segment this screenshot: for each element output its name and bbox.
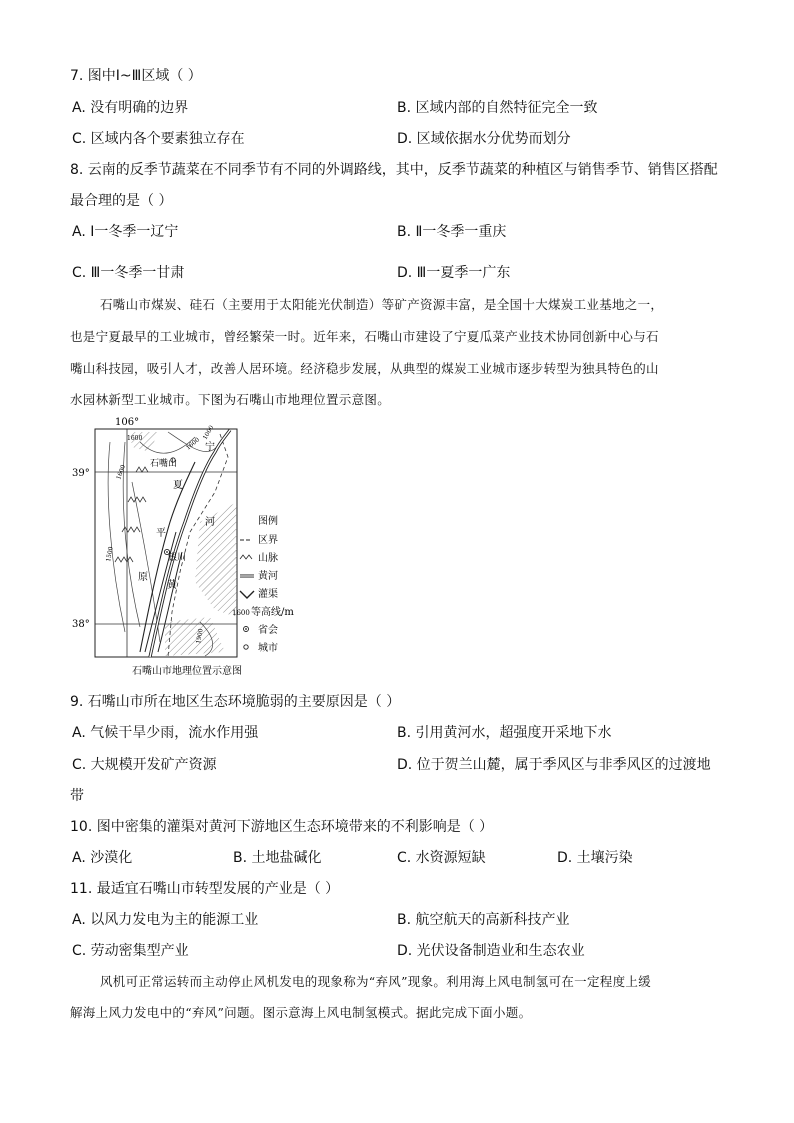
q11-option-b: B. 航空航天的高新科技产业 [397, 912, 570, 928]
legend-title: 图例 [258, 516, 278, 527]
q11-option-d: D. 光伏设备制造业和生态农业 [397, 943, 585, 959]
region-char-he: 河 [205, 517, 215, 528]
q7-option-c: C. 区域内各个要素独立存在 [72, 131, 245, 147]
lat-38-label: 38° [72, 619, 90, 630]
contour-label: 1500 [105, 546, 115, 563]
q7-option-b: B. 区域内部的自然特征完全一致 [397, 100, 598, 116]
q8-stem-line2: 最合理的是（ ） [70, 193, 173, 209]
q8-option-c: C. Ⅲ一冬季一甘肃 [72, 265, 185, 281]
q11-option-a: A. 以风力发电为主的能源工业 [72, 912, 259, 928]
q8-option-d: D. Ⅲ一夏季一广东 [397, 265, 511, 281]
legend-canal: 灌渠 [258, 589, 278, 600]
q7-option-d: D. 区域依据水分优势而划分 [397, 131, 571, 147]
contour-label: 1900 [195, 628, 205, 645]
map-caption: 石嘴山市地理位置示意图 [132, 666, 242, 677]
region-char-xia: 夏 [173, 480, 183, 491]
q8-stem-line1: 8. 云南的反季节蔬菜在不同季节有不同的外调路线，其中，反季节蔬菜的种植区与销售季节、销售区搭配 [70, 162, 718, 178]
legend-river: 黄河 [258, 571, 278, 582]
contour-label: 1000 [201, 424, 216, 441]
shizuishan-location-map [70, 412, 310, 682]
q8-option-a: A. Ⅰ一冬季一辽宁 [72, 224, 179, 240]
q9-option-a: A. 气候干旱少雨，流水作用强 [72, 725, 259, 741]
q10-option-c: C. 水资源短缺 [397, 850, 486, 866]
q9-option-d-continued: 带 [70, 788, 84, 804]
passage1-line2: 也是宁夏最早的工业城市，曾经繁荣一时。近年来，石嘴山市建设了宁夏瓜菜产业技术协同创新中心与石 [70, 329, 659, 344]
q11-option-c: C. 劳动密集型产业 [72, 943, 189, 959]
legend-contour-value: 1600 [232, 609, 250, 617]
q7-option-a: A. 没有明确的边界 [72, 100, 189, 116]
legend-city: 城市 [258, 643, 278, 654]
legend-contour: 等高线/m [251, 607, 294, 618]
map-legend [230, 512, 310, 662]
place-label-shizuishan: 石嘴山 [150, 459, 178, 469]
q9-option-c: C. 大规模开发矿产资源 [72, 757, 217, 773]
region-char-huang: 黄 [167, 580, 177, 591]
passage1-line1: 石嘴山市煤炭、硅石（主要用于太阳能光伏制造）等矿产资源丰富，是全国十大煤炭工业基地之一， [100, 297, 664, 312]
legend-mountain: 山脉 [258, 553, 278, 564]
q9-option-b: B. 引用黄河水，超强度开采地下水 [397, 725, 612, 741]
contour-label: 1600 [127, 435, 143, 442]
legend-capital: 省会 [258, 625, 278, 636]
lat-39-label: 39° [72, 468, 90, 479]
q10-option-b: B. 土地盐碱化 [233, 850, 322, 866]
q8-option-b: B. Ⅱ一冬季一重庆 [397, 224, 507, 240]
region-char-ping: 平 [156, 528, 166, 539]
passage1-line4: 水园林新型工业城市。下图为石嘴山市地理位置示意图。 [70, 392, 391, 407]
lon-106-label: 106° [115, 417, 140, 428]
contour-label: 1600 [184, 436, 201, 452]
region-char-ning: 宁 [205, 442, 215, 453]
passage2-line2: 解海上风力发电中的“弃风”问题。图示意海上风电制氢模式。据此完成下面小题。 [70, 1005, 532, 1020]
q9-stem: 9. 石嘴山市所在地区生态环境脆弱的主要原因是（ ） [70, 694, 401, 710]
passage1-line3: 嘴山科技园，吸引人才，改善人居环境。经济稳步发展，从典型的煤炭工业城市逐步转型为独具特色的山 [70, 361, 659, 376]
legend-boundary: 区界 [258, 535, 278, 546]
q10-stem: 10. 图中密集的灌渠对黄河下游地区生态环境带来的不利影响是（ ） [70, 819, 494, 835]
q10-option-d: D. 土壤污染 [557, 850, 633, 866]
q10-option-a: A. 沙漠化 [72, 850, 133, 866]
q11-stem: 11. 最适宜石嘴山市转型发展的产业是（ ） [70, 881, 340, 897]
q9-option-d: D. 位于贺兰山麓，属于季风区与非季风区的过渡地 [397, 757, 711, 773]
passage2-line1: 风机可正常运转而主动停止风机发电的现象称为“弃风”现象。利用海上风电制氢可在一定程度上缓 [100, 974, 651, 989]
contour-label: 1600 [115, 463, 128, 481]
place-label-yinchuan: 银川 [168, 553, 187, 563]
q7-stem: 7. 图中Ⅰ~Ⅲ区域（ ） [70, 68, 202, 84]
region-char-yuan: 原 [138, 572, 148, 583]
